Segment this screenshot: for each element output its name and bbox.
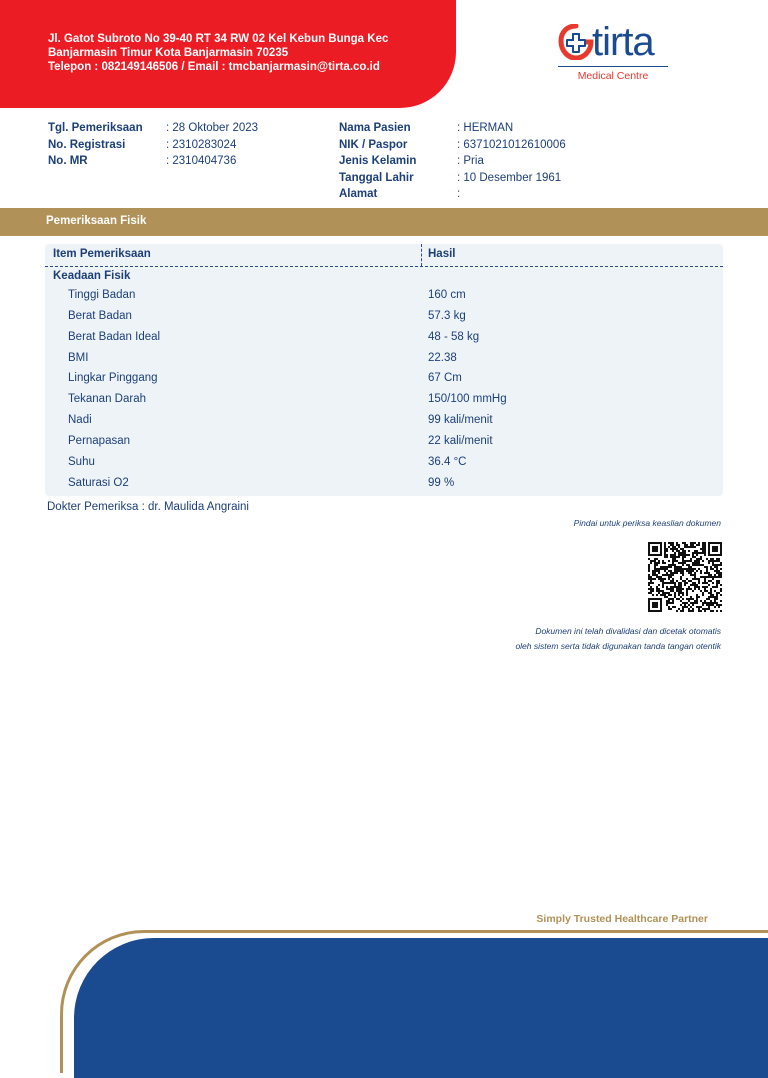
row-item: Tinggi Badan bbox=[68, 289, 136, 301]
mr-label: No. MR bbox=[48, 155, 88, 167]
table-row bbox=[45, 369, 723, 389]
logo-wordmark: tirta bbox=[592, 20, 654, 64]
tirta-cross-logo-icon bbox=[558, 24, 594, 60]
nik-label bbox=[339, 139, 407, 151]
validation-line-2: oleh sistem serta tidak digunakan tanda tangan otentik bbox=[515, 641, 721, 651]
table-row bbox=[45, 390, 723, 410]
table-row bbox=[45, 328, 723, 348]
registration-label: No. Registrasi bbox=[48, 139, 126, 151]
table-row bbox=[45, 474, 723, 494]
examining-doctor: Dokter Pemeriksa : dr. Maulida Angraini bbox=[47, 501, 249, 513]
logo-subtitle: Medical Centre bbox=[558, 66, 668, 82]
section-band bbox=[0, 208, 768, 236]
footer-blue-panel bbox=[74, 938, 768, 1078]
row-item: Berat Badan Ideal bbox=[68, 331, 161, 343]
scan-note: Pindai untuk periksa keaslian dokumen bbox=[573, 518, 721, 528]
address-value-text: : bbox=[457, 188, 461, 200]
header-address-banner bbox=[0, 0, 456, 108]
gender-label-text: Jenis Kelamin bbox=[339, 155, 417, 167]
exam-date-label: Tgl. Pemeriksaan bbox=[48, 122, 143, 134]
address-value bbox=[457, 188, 460, 200]
address-line-2: Banjarmasin Timur Kota Banjarmasin 70235 bbox=[48, 47, 289, 59]
header-item: Item Pemeriksaan bbox=[53, 248, 151, 260]
nik-label-text: NIK / Paspor bbox=[339, 139, 408, 151]
birthdate-label-text: Tanggal Lahir bbox=[339, 172, 414, 184]
mr-value-text: : 2310404736 bbox=[166, 155, 237, 167]
table-row bbox=[45, 432, 723, 452]
table-row bbox=[45, 286, 723, 306]
row-result: 57.3 kg bbox=[428, 310, 466, 322]
patient-name-value-text: : HERMAN bbox=[457, 122, 514, 134]
mr-value bbox=[166, 155, 236, 167]
patient-name-label-text: Nama Pasien bbox=[339, 122, 411, 134]
row-result: 67 Cm bbox=[428, 372, 462, 384]
exam-date-value bbox=[166, 122, 258, 134]
row-result: 150/100 mmHg bbox=[428, 393, 507, 405]
row-result: 22 kali/menit bbox=[428, 435, 493, 447]
nik-value bbox=[457, 139, 566, 151]
table-row bbox=[45, 307, 723, 327]
table-header bbox=[45, 244, 723, 267]
mr-row bbox=[48, 155, 88, 167]
row-item: Nadi bbox=[68, 414, 92, 426]
patient-name-value bbox=[457, 122, 513, 134]
address-label-text: Alamat bbox=[339, 188, 378, 200]
gender-value-text: : Pria bbox=[457, 155, 484, 167]
row-item: BMI bbox=[68, 352, 89, 364]
validation-line-1: Dokumen ini telah divalidasi dan dicetak otomatis bbox=[535, 626, 721, 636]
row-result: 160 cm bbox=[428, 289, 466, 301]
header-divider bbox=[421, 244, 422, 266]
row-result: 48 - 58 kg bbox=[428, 331, 480, 343]
validation-note bbox=[515, 624, 721, 654]
address-label bbox=[339, 188, 377, 200]
row-result: 99 kali/menit bbox=[428, 414, 493, 426]
registration-row bbox=[48, 139, 125, 151]
row-result: 22.38 bbox=[428, 352, 457, 364]
registration-value bbox=[166, 139, 236, 151]
row-item: Berat Badan bbox=[68, 310, 132, 322]
results-table bbox=[45, 244, 723, 496]
exam-date-row bbox=[48, 122, 143, 134]
registration-value-text: : 2310283024 bbox=[166, 139, 237, 151]
row-item: Suhu bbox=[68, 456, 95, 468]
row-result: 99 % bbox=[428, 477, 455, 489]
row-result: 36.4 °C bbox=[428, 456, 467, 468]
header-result: Hasil bbox=[428, 248, 456, 260]
gender-label bbox=[339, 155, 416, 167]
contact-line: Telepon : 082149146506 / Email : tmcbanjarmasin@tirta.co.id bbox=[48, 61, 380, 73]
birthdate-value-text: : 10 Desember 1961 bbox=[457, 172, 562, 184]
qr-code-icon[interactable] bbox=[648, 542, 722, 612]
gender-value bbox=[457, 155, 484, 167]
patient-name-label bbox=[339, 122, 411, 134]
row-item: Pernapasan bbox=[68, 435, 131, 447]
table-row bbox=[45, 411, 723, 431]
nik-value-text: : 6371021012610006 bbox=[457, 139, 566, 151]
footer-tagline: Simply Trusted Healthcare Partner bbox=[536, 913, 708, 925]
row-item: Tekanan Darah bbox=[68, 393, 146, 405]
row-item: Saturasi O2 bbox=[68, 477, 129, 489]
section-title: Pemeriksaan Fisik bbox=[46, 215, 147, 227]
row-item: Lingkar Pinggang bbox=[68, 372, 158, 384]
birthdate-value bbox=[457, 172, 561, 184]
exam-date-value-text: : 28 Oktober 2023 bbox=[166, 122, 259, 134]
tirta-logo bbox=[558, 20, 670, 86]
table-row bbox=[45, 349, 723, 369]
group-heading: Keadaan Fisik bbox=[53, 270, 131, 282]
birthdate-label bbox=[339, 172, 414, 184]
table-row bbox=[45, 453, 723, 473]
address-line-1: Jl. Gatot Subroto No 39-40 RT 34 RW 02 Kel Kebun Bunga Kec bbox=[48, 33, 389, 45]
